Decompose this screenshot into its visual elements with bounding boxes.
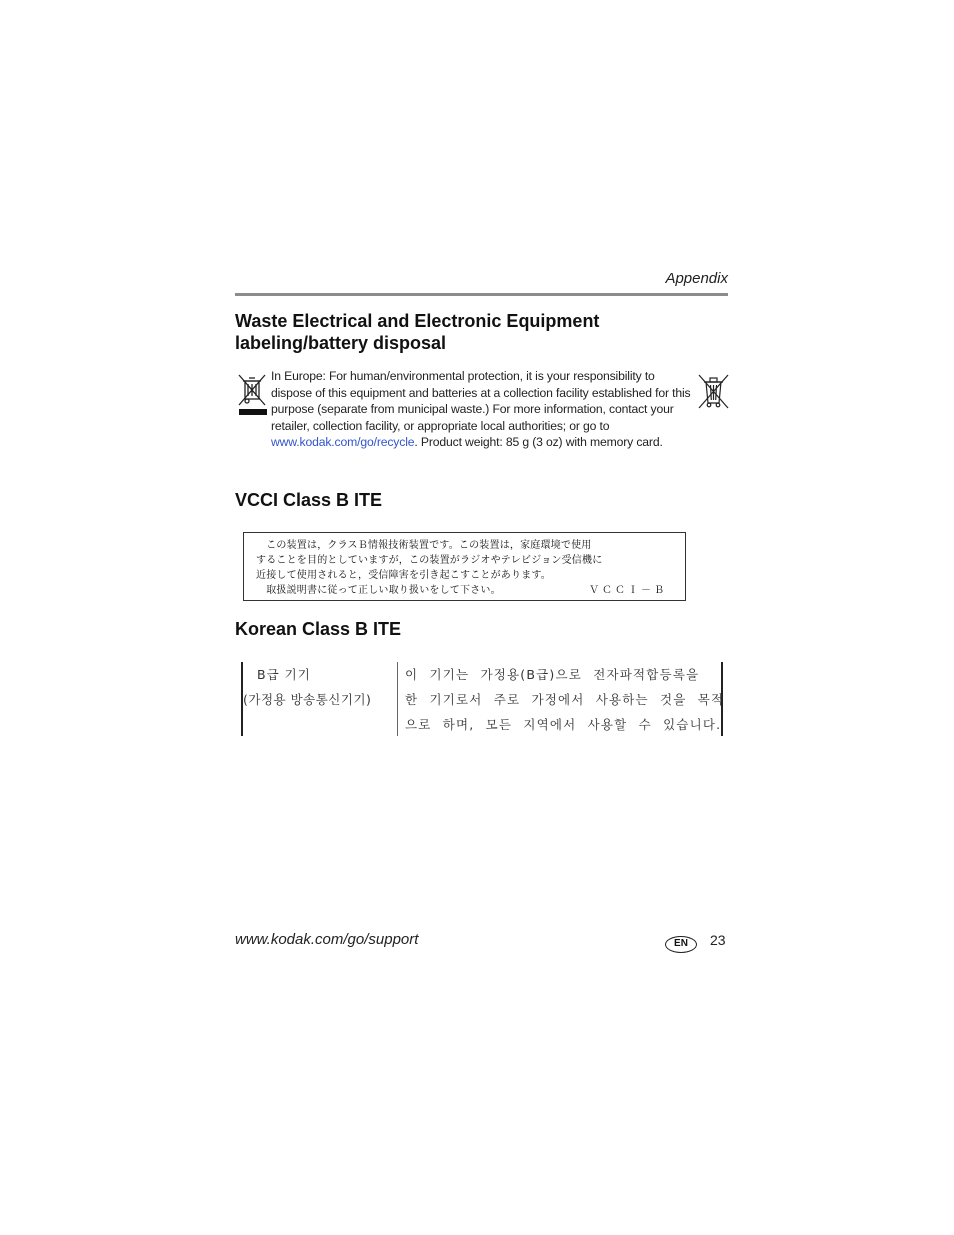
vcci-line: 取扱説明書に従って正しい取り扱いをして下さい。	[256, 585, 501, 596]
vcci-last-row	[256, 583, 677, 598]
language-badge: EN	[665, 936, 697, 953]
vcci-line: 近接して使用されると，受信障害を引き起こすことがあります。	[256, 570, 551, 581]
korean-class-label: B급 기기	[257, 667, 311, 682]
vcci-heading: VCCI Class B ITE	[235, 490, 383, 510]
running-head: Appendix	[665, 270, 728, 287]
header-rule	[235, 293, 728, 296]
recycle-link[interactable]: www.kodak.com/go/recycle	[271, 435, 415, 450]
weee-notice	[235, 368, 730, 458]
vcci-line: この装置は，クラスＢ情報技術装置です。この装置は，家庭環境で使用	[256, 540, 592, 551]
korean-notice-table	[241, 662, 723, 736]
weee-body-lead: In Europe: For human/environmental protection, it is your responsibility to dispose of this equipment and batteries at a collection facility established for this purpose (separate from municipal waste.) For more information, contact your retailer, collection facility, or appropriate local authorities; or go to	[271, 369, 691, 433]
korean-notice-line: 한 기기로서 주로 가정에서 사용하는 것을 목적	[405, 692, 725, 707]
weee-heading: Waste Electrical and Electronic Equipment labeling/battery disposal	[235, 311, 600, 353]
vcci-code: ＶＣＣＩ－Ｂ	[589, 585, 667, 596]
korean-notice-line: 으로 하며, 모든 지역에서 사용할 수 있습니다.	[405, 717, 722, 732]
vcci-line: することを目的としていますが，この装置がラジオやテレビジョン受信機に	[256, 555, 603, 566]
korean-class-desc: (가정용 방송통신기기)	[243, 692, 372, 707]
korean-notice-line: 이 기기는 가정용(B급)으로 전자파적합등록을	[405, 667, 700, 682]
page-number: 23	[710, 932, 726, 948]
footer-support-url[interactable]: www.kodak.com/go/support	[235, 931, 419, 948]
weee-body-tail: . Product weight: 85 g (3 oz) with memory card.	[414, 435, 663, 450]
crossed-out-wheelie-bin-icon	[237, 372, 267, 416]
korean-heading: Korean Class B ITE	[235, 619, 402, 639]
weee-body	[271, 368, 693, 451]
korean-table-divider	[397, 662, 398, 736]
vcci-notice-box	[243, 532, 686, 601]
crossed-out-bin-icon	[697, 372, 730, 410]
